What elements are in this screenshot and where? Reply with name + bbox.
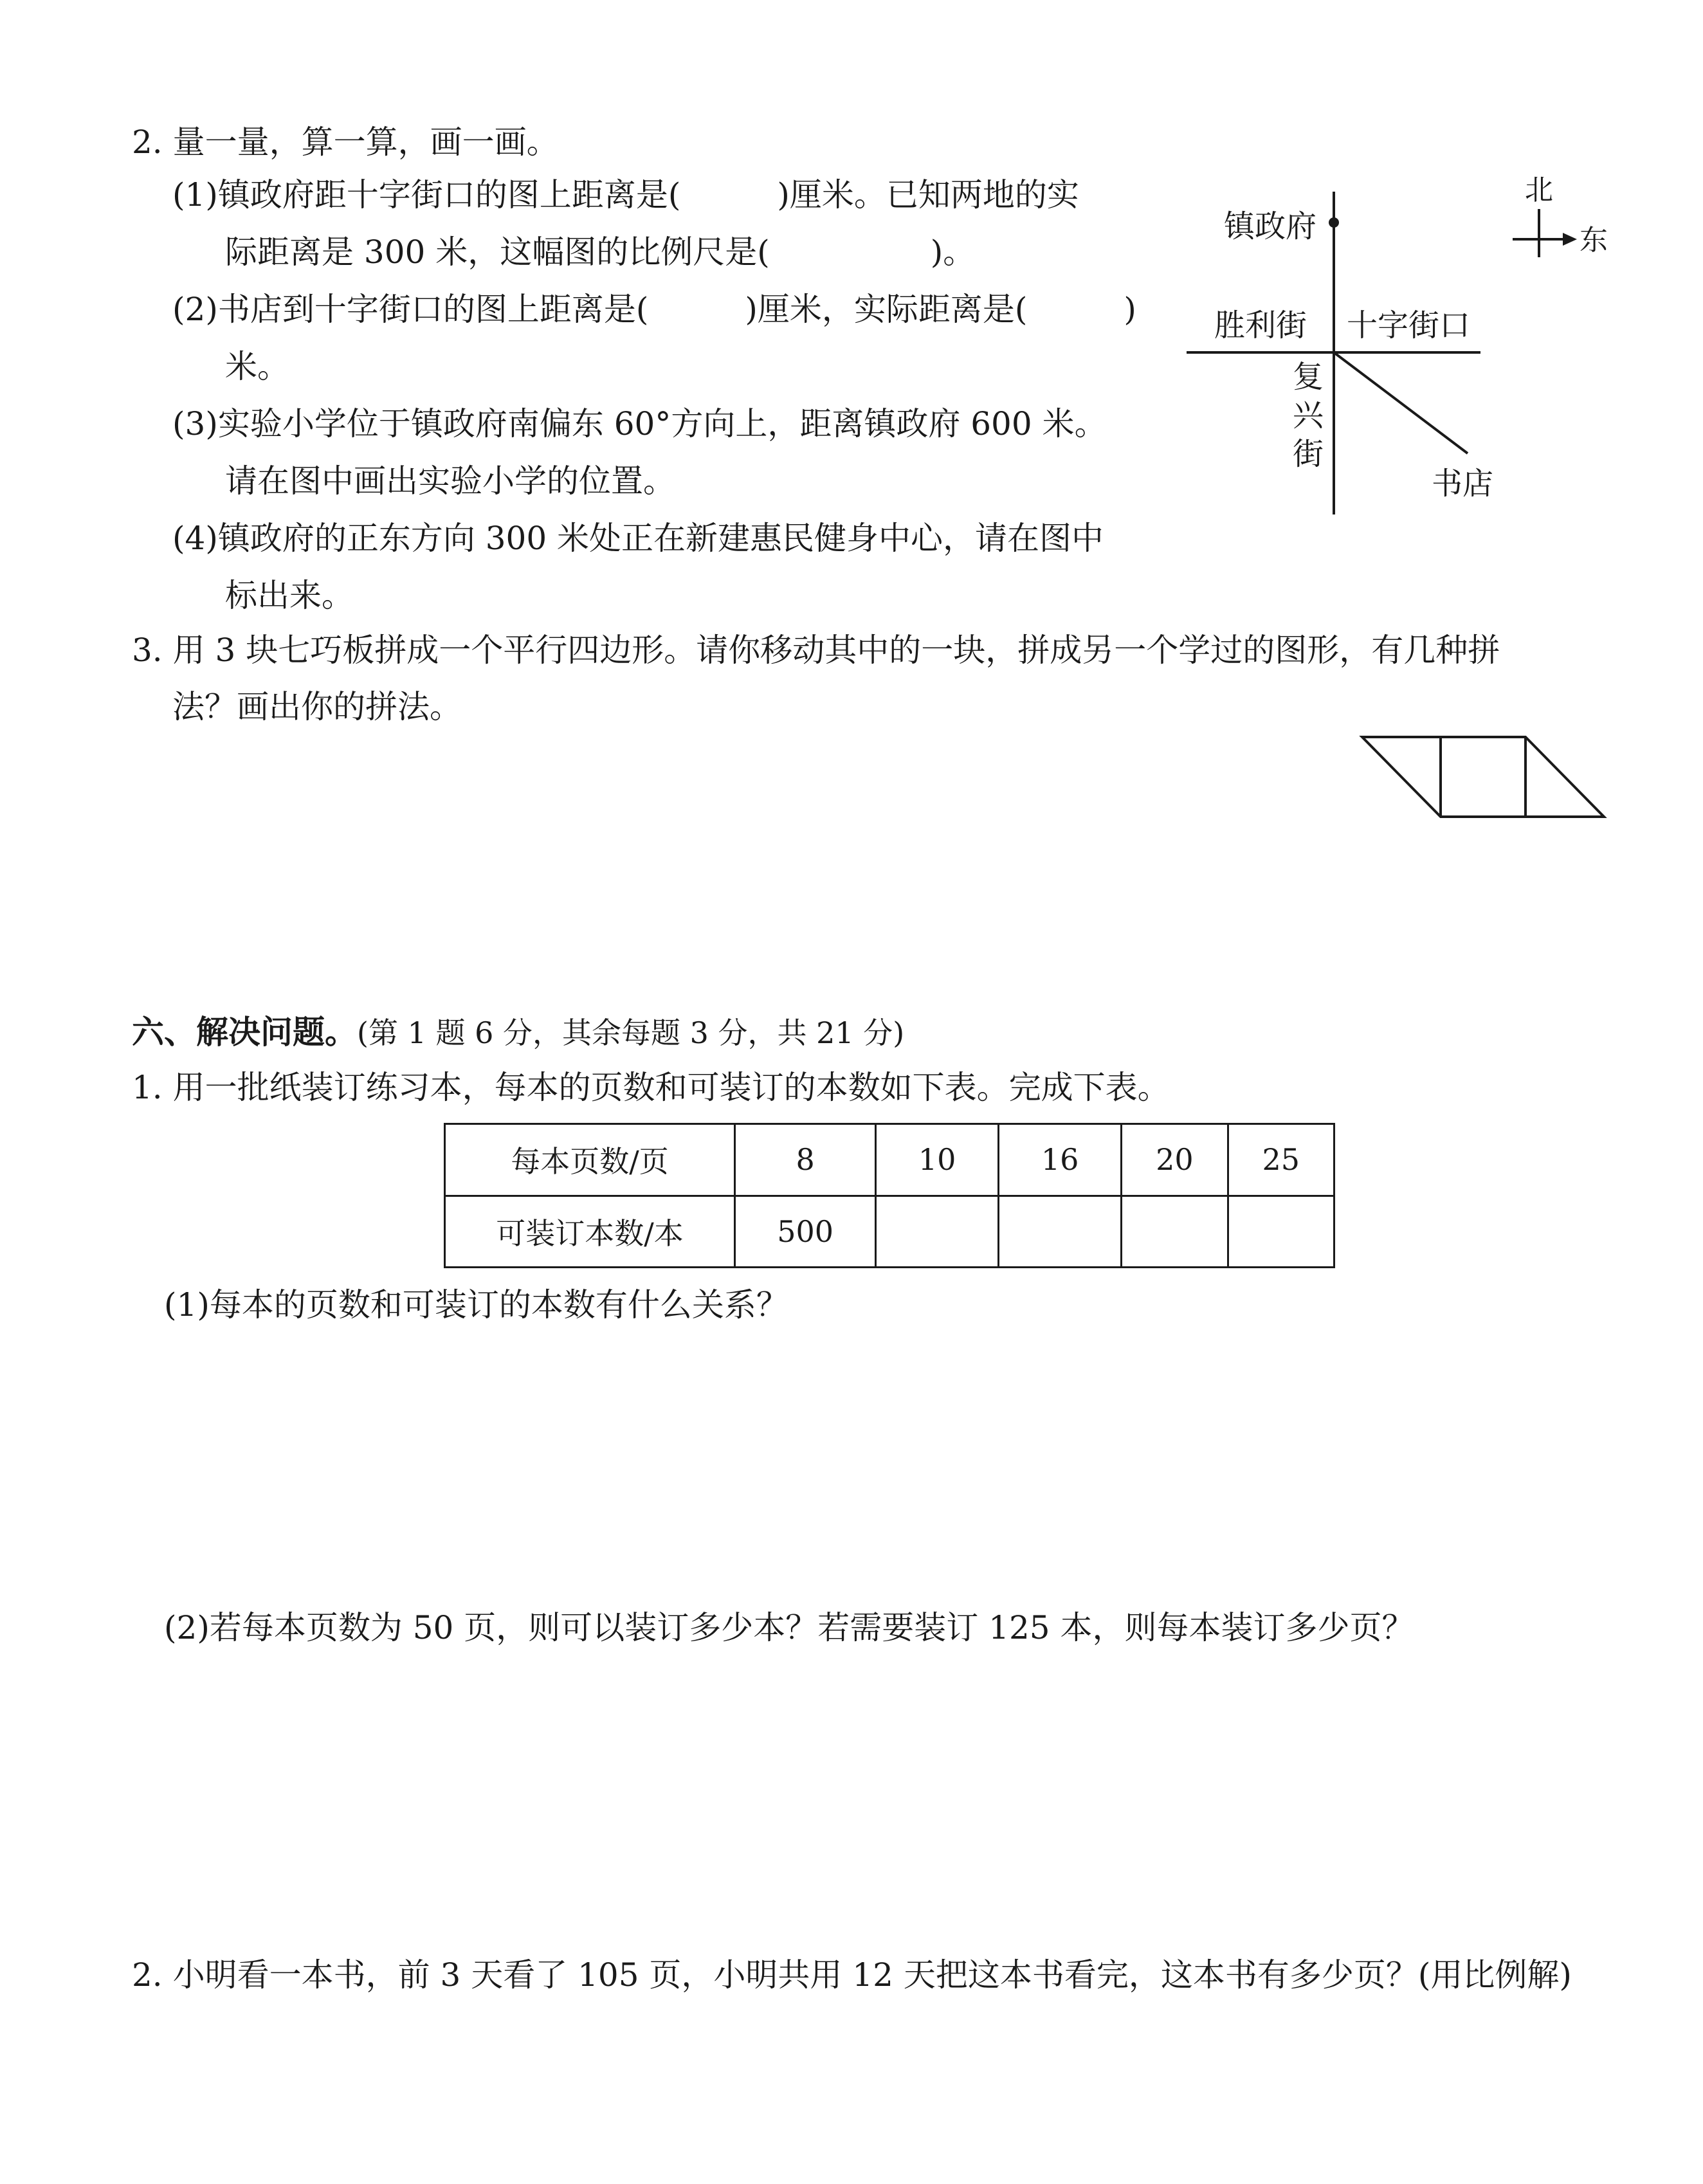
q2-part2-line2: 米。 <box>225 348 289 385</box>
table-cell: 500 <box>735 1196 876 1268</box>
s6q1-sub1: (1)每本的页数和可装订的本数有什么关系？ <box>164 1286 788 1324</box>
tangram-parallelogram <box>1362 737 1604 817</box>
bookstore-road-line <box>1334 352 1468 453</box>
shengli-street-label: 胜利街 <box>1214 307 1307 343</box>
q3-line1: 3. 用 3 块七巧板拼成一个平行四边形。请你移动其中的一块，拼成另一个学过的图形，有几种拼 <box>132 632 1500 669</box>
town-gov-label: 镇政府 <box>1224 208 1317 244</box>
q2-part3-line1: (3)实验小学位于镇政府南偏东 60°方向上，距离镇政府 600 米。 <box>172 405 1107 442</box>
table-cell: 16 <box>999 1124 1122 1196</box>
table-cell: 8 <box>735 1124 876 1196</box>
section6-heading: 六、解决问题。 <box>132 1013 357 1051</box>
table-cell: 25 <box>1228 1124 1334 1196</box>
compass-east-label: 东 <box>1580 224 1608 257</box>
pages-books-table <box>444 1123 1335 1268</box>
q2-part1-line1: (1)镇政府距十字街口的图上距离是( )厘米。已知两地的实 <box>172 176 1079 214</box>
fuxing-street-label-3: 街 <box>1293 436 1324 472</box>
table-cell-blank[interactable] <box>1122 1196 1228 1268</box>
section6-header <box>132 1013 905 1051</box>
table-cell-blank[interactable] <box>876 1196 999 1268</box>
town-gov-point <box>1329 217 1339 228</box>
compass-east-arrow <box>1563 233 1577 246</box>
table-cell-blank[interactable] <box>1228 1196 1334 1268</box>
fuxing-street-label-2: 兴 <box>1293 397 1324 433</box>
fuxing-street-label-1: 复 <box>1293 359 1324 395</box>
table-cell: 10 <box>876 1124 999 1196</box>
table-row1-header: 每本页数/页 <box>445 1124 735 1196</box>
crossroad-label: 十字街口 <box>1347 307 1471 343</box>
section6-points: (第 1 题 6 分，其余每题 3 分，共 21 分) <box>357 1015 905 1050</box>
table-row2-header: 可装订本数/本 <box>445 1196 735 1268</box>
s6q1-sub2: (2)若每本页数为 50 页，则可以装订多少本？若需要装订 125 本，则每本装订多少页？ <box>164 1609 1414 1646</box>
q2-part4-line1: (4)镇政府的正东方向 300 米处正在新建惠民健身中心，请在图中 <box>172 520 1104 557</box>
q2-title: 2. 量一量，算一算，画一画。 <box>132 123 559 161</box>
table-row <box>445 1196 1334 1268</box>
compass-north-label: 北 <box>1525 174 1553 206</box>
q3-line2: 法？画出你的拼法。 <box>172 688 462 725</box>
s6q1-intro: 1. 用一批纸装订练习本，每本的页数和可装订的本数如下表。完成下表。 <box>132 1069 1170 1106</box>
table-cell: 20 <box>1122 1124 1228 1196</box>
table-cell-blank[interactable] <box>999 1196 1122 1268</box>
q2-part3-line2: 请在图中画出实验小学的位置。 <box>225 462 675 500</box>
q2-part4-line2: 标出来。 <box>225 577 354 614</box>
table-row <box>445 1124 1334 1196</box>
q2-part1-line2: 际距离是 300 米，这幅图的比例尺是( )。 <box>225 233 976 271</box>
bookstore-label: 书店 <box>1432 466 1494 502</box>
q2-part2-line1: (2)书店到十字街口的图上距离是( )厘米，实际距离是( ) <box>172 291 1136 328</box>
s6q2-text: 2. 小明看一本书，前 3 天看了 105 页，小明共用 12 天把这本书看完，这本书有多少页？(用比例解) <box>132 1956 1572 1994</box>
